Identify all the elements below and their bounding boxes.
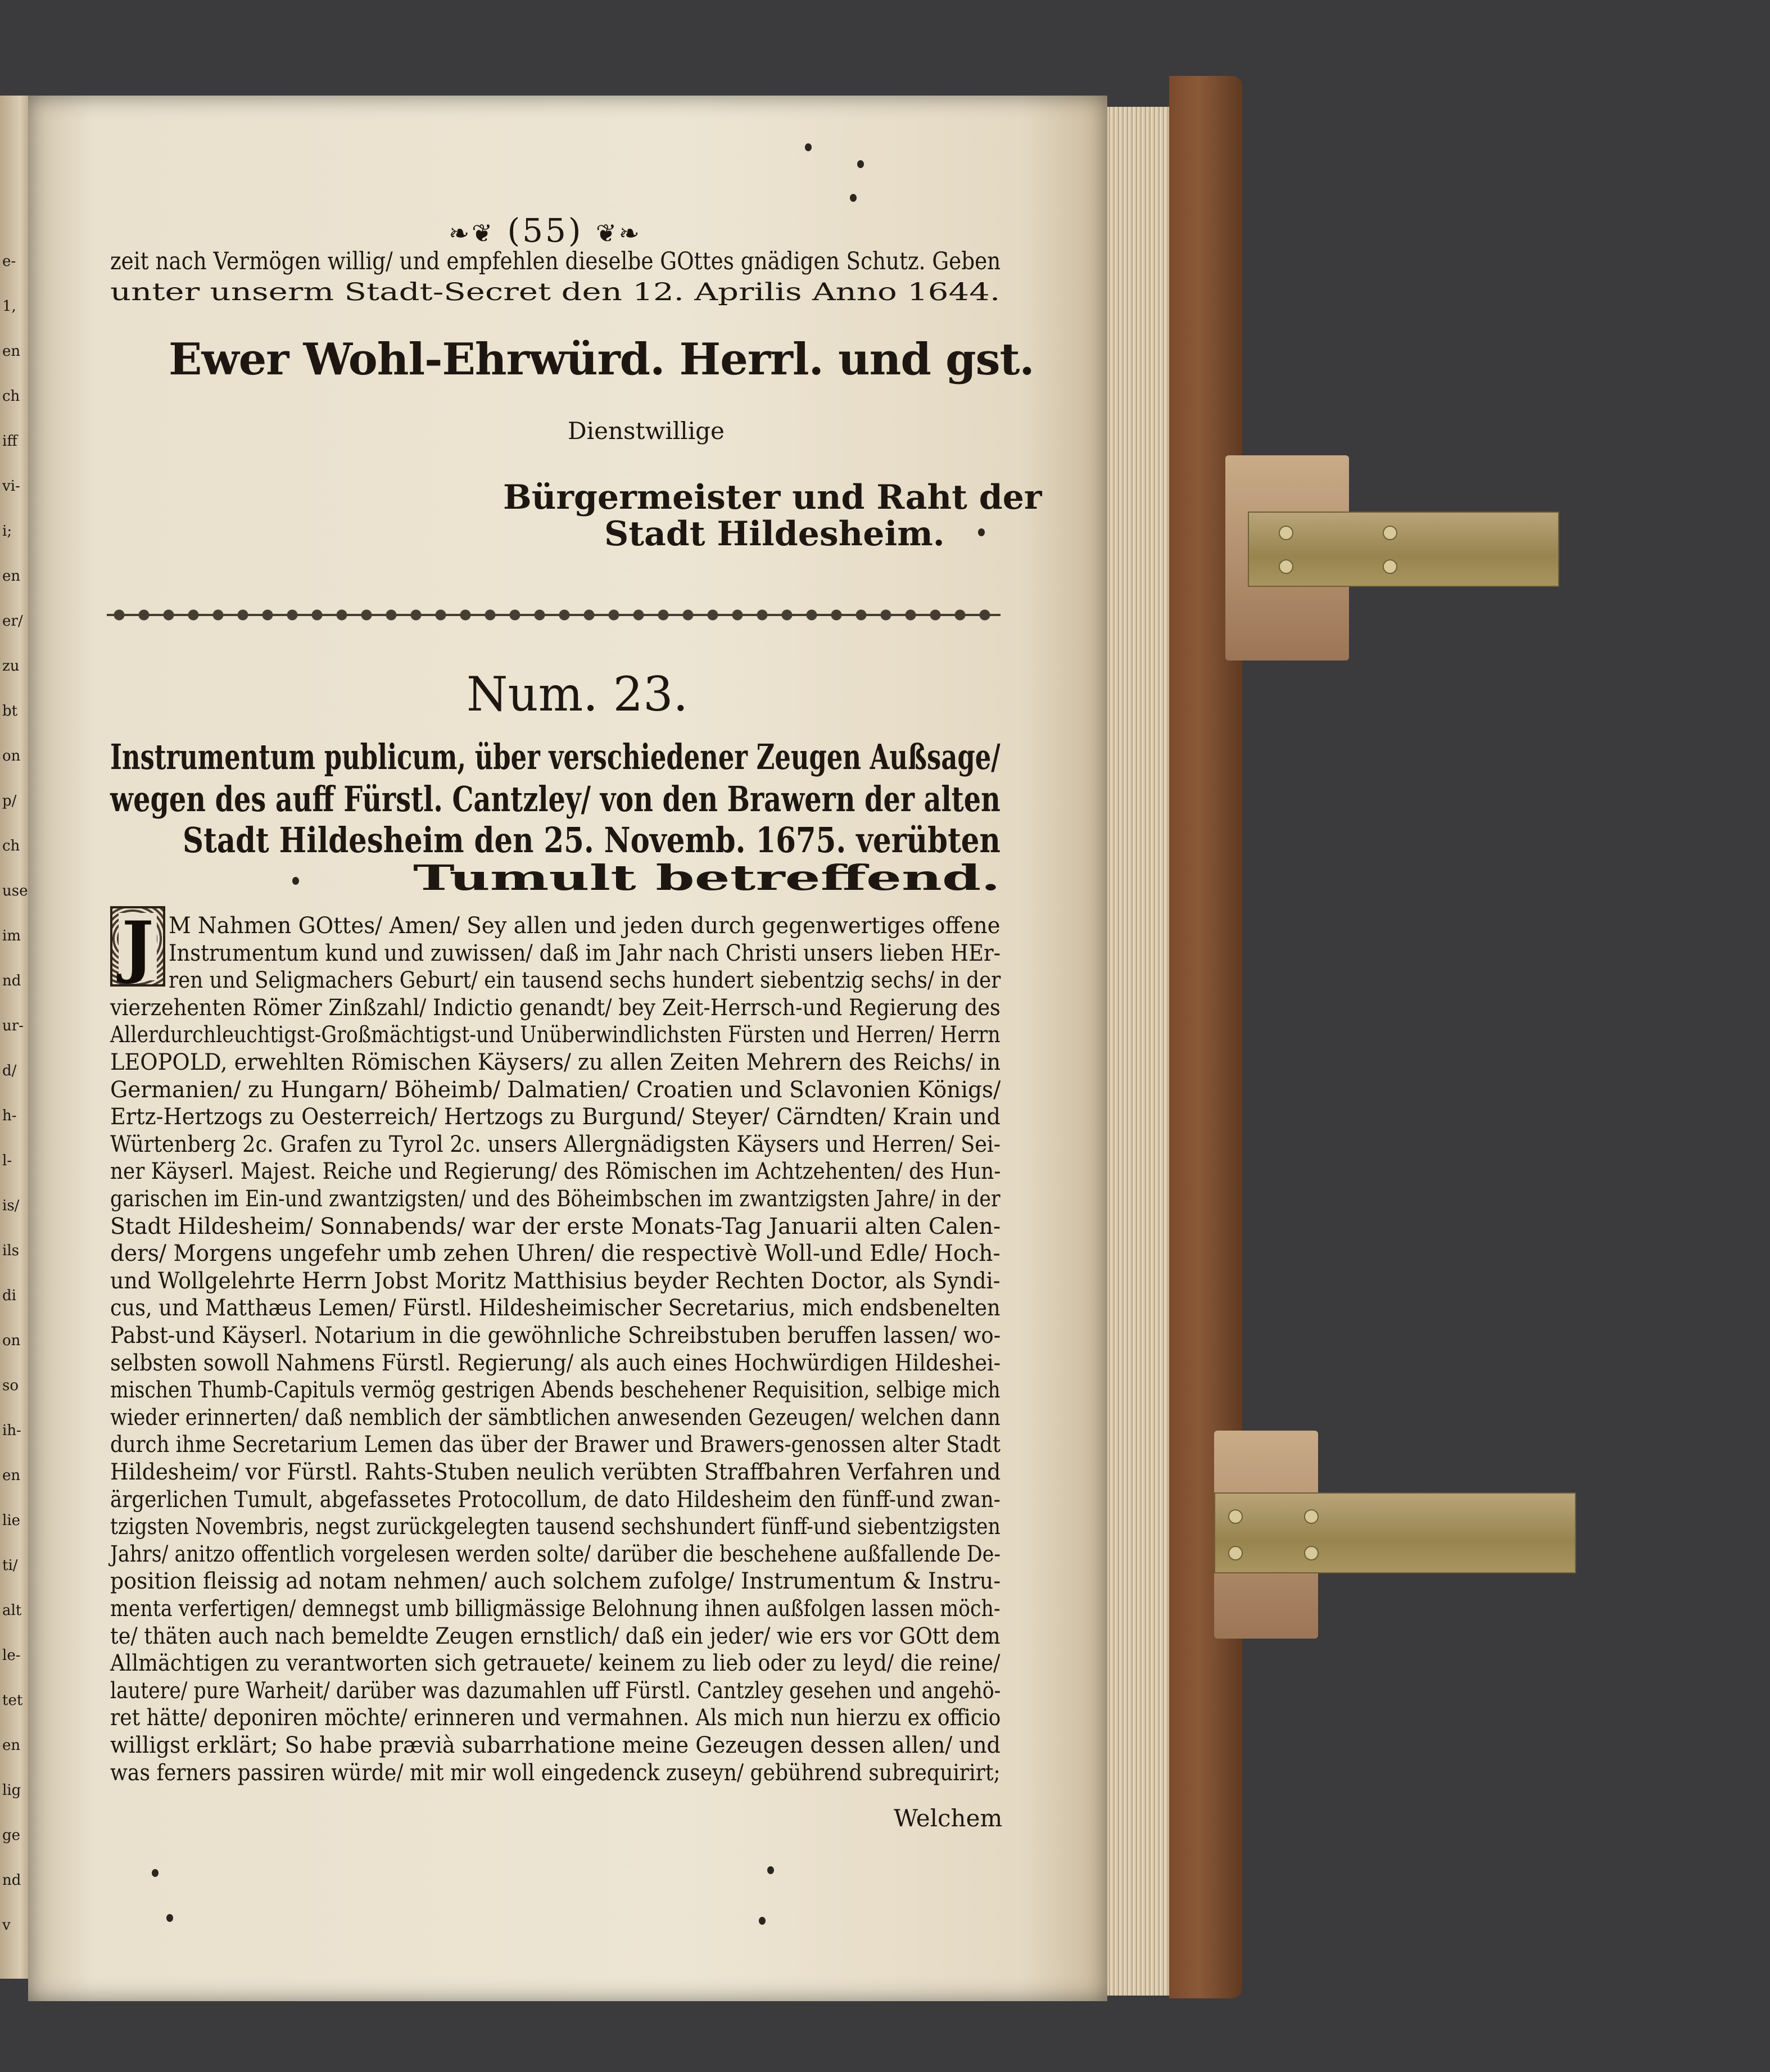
left-page-fragment: bt <box>2 703 18 720</box>
left-page-fragment: nd <box>2 972 21 989</box>
body-text-line: Würtenberg 2c. Grafen zu Tyrol 2c. unsers Allergnädigsten Käysers und Herren/ Sei- <box>110 1130 1001 1157</box>
text-line: zeit nach Vermögen willig/ und empfehlen dieselbe GOttes gnädigen Schutz. Geben <box>110 247 1001 275</box>
body-text-line: ret hätte/ deponiren möchte/ erinneren und vermahnen. Als mich nun hierzu ex officio <box>110 1704 1001 1731</box>
left-page-fragment: en <box>2 1737 21 1754</box>
body-text-line: selbsten sowoll Nahmens Fürstl. Regierung/ als auch eines Hochwürdigen Hildeshei- <box>110 1349 1001 1376</box>
worm-hole <box>759 1917 766 1925</box>
section-title-line: Instrumentum publicum, über verschiedener Zeugen Außsage/ <box>110 736 1001 777</box>
catchword: Welchem <box>894 1804 1003 1832</box>
left-page-fragment: use <box>2 883 28 899</box>
left-page-fragment: is/ <box>2 1197 20 1214</box>
worm-hole <box>767 1866 774 1874</box>
left-page-fragment: p/ <box>2 793 17 809</box>
body-text-line: ders/ Morgens ungefehr umb zehen Uhren/ die respectivè Woll-und Edle/ Hoch- <box>110 1239 1001 1267</box>
worm-hole <box>978 528 985 536</box>
closing-salutation: Ewer Wohl-Ehrwürd. Herrl. und gst. <box>169 334 1034 385</box>
left-page-fragment: iff <box>2 433 17 450</box>
worm-hole <box>850 194 857 202</box>
body-text-line: Jahrs/ anitzo offentlich vorgelesen werden solte/ darüber die beschehene außfallende De- <box>110 1540 1001 1567</box>
left-page-fragment: nd <box>2 1872 21 1889</box>
left-page-fragment: ch <box>2 838 20 854</box>
worm-hole <box>152 1869 159 1877</box>
left-page-fragment: ti/ <box>2 1557 18 1574</box>
body-text-line: cus, und Matthæus Lemen/ Fürstl. Hildesheimischer Secretarius, mich endsbenelten <box>110 1294 1001 1322</box>
body-text-line: position fleissig ad notam nehmen/ auch solchem zufolge/ Instrumentum & Instru- <box>110 1567 1001 1595</box>
left-page-fragment: on <box>2 748 21 764</box>
left-page-fragment: ils <box>2 1242 19 1259</box>
page-edges <box>1107 107 1169 1996</box>
body-text-line: willigst erklärt; So habe prævià subarrhatione meine Gezeugen dessen allen/ und <box>110 1731 1001 1758</box>
left-page-fragment: en <box>2 568 21 585</box>
left-page-fragment: lig <box>2 1782 21 1799</box>
body-text-line: vierzehenten Römer Zinßzahl/ Indictio genandt/ bey Zeit-Herrsch-und Regierung des <box>110 993 1001 1021</box>
left-page-fragment: on <box>2 1332 21 1349</box>
worm-hole <box>857 160 864 168</box>
section-title-line: Tumult betreffend. <box>413 857 1001 898</box>
body-text-line: Instrumentum kund und zuwissen/ daß im Jahr nach Christi unsers lieben HEr- <box>169 939 1001 966</box>
body-text-line: mischen Thumb-Capituls vermög gestrigen Abends beschehener Requisition, selbige mich <box>110 1376 1001 1404</box>
ornamental-divider <box>107 603 1001 627</box>
left-page-fragment: er/ <box>2 613 23 630</box>
body-text-line: ner Käyserl. Majest. Reiche und Regierung/ des Römischen im Achtzehenten/ des Hun- <box>110 1157 1001 1185</box>
body-text-line: ärgerlichen Tumult, abgefassetes Protocollum, de dato Hildesheim den fünff-und zwan- <box>110 1485 1001 1513</box>
body-text-line: tzigsten Novembris, negst zurückgelegten tausend sechshundert fünff-und siebentzigsten <box>110 1513 1001 1540</box>
left-page-fragment: ch <box>2 388 20 405</box>
body-text-line: Allerdurchleuchtigst-Großmächtigst-und Unüberwindlichsten Fürsten und Herren/ Herrn <box>110 1021 1001 1048</box>
left-page-fragment: so <box>2 1377 19 1394</box>
left-page-fragment: en <box>2 343 21 360</box>
left-page-fragment: h- <box>2 1107 17 1124</box>
worm-hole <box>805 143 812 151</box>
drop-cap: J <box>110 906 165 987</box>
body-text-line: LEOPOLD, erwehlten Römischen Käysers/ zu allen Zeiten Mehrern des Reichs/ in <box>110 1048 1001 1075</box>
left-page-fragment: im <box>2 928 21 944</box>
left-page-fragment: ih- <box>2 1422 21 1439</box>
body-text-line: durch ihme Secretarium Lemen das über der Brawer und Brawers-genossen alter Stadt <box>110 1431 1001 1458</box>
book-cover-board <box>1169 76 1242 1998</box>
left-page-fragment: vi- <box>2 478 20 495</box>
left-page-fragment: ge <box>2 1827 21 1844</box>
left-page-fragment: 1, <box>2 298 16 315</box>
body-text-line: M Nahmen GOttes/ Amen/ Sey allen und jeden durch gegenwertiges offene <box>169 912 1001 939</box>
left-page-fragment: lie <box>2 1512 21 1529</box>
body-text-line: Ertz-Hertzogs zu Oesterreich/ Hertzogs zu Burgund/ Steyer/ Cärndten/ Krain und <box>110 1103 1001 1130</box>
left-page-fragment: e- <box>2 253 16 270</box>
text-line: unter unserm Stadt-Secret den 12. Aprilis Anno 1644. <box>110 278 1001 306</box>
body-text-line: Allmächtigen zu verantworten sich getrauete/ keinem zu lieb oder zu leyd/ die reine/ <box>110 1649 1001 1677</box>
section-title-line: Stadt Hildesheim den 25. Novemb. 1675. verübten <box>183 820 1001 861</box>
signature-line: Stadt Hildesheim. <box>604 514 945 554</box>
left-page-fragment: ur- <box>2 1017 24 1034</box>
body-text-line: Stadt Hildesheim/ Sonnabends/ war der erste Monats-Tag Januarii alten Calen- <box>110 1212 1001 1239</box>
body-text-line: was ferners passiren würde/ mit mir woll eingedenck zuseyn/ gebührend subrequirirt; <box>110 1758 1001 1786</box>
left-page-fragment: l- <box>2 1152 12 1169</box>
section-title-line: wegen des auff Fürstl. Cantzley/ von den Brawern der alten <box>110 779 1001 820</box>
left-page-fragment: alt <box>2 1602 22 1619</box>
body-text-line: Hildesheim/ vor Fürstl. Rahts-Stuben neulich verübten Straffbahren Verfahren und <box>110 1458 1001 1485</box>
signature-intro: Dienstwillige <box>568 417 725 445</box>
left-page-fragment: v <box>2 1917 11 1934</box>
body-text-line: Germanien/ zu Hungarn/ Böheimb/ Dalmatien/ Croatien und Sclavonien Königs/ <box>110 1075 1001 1103</box>
section-number: Num. 23. <box>467 667 689 722</box>
body-text-line: wieder erinnerten/ daß nemblich der sämbtlichen anwesenden Gezeugen/ welchen dann <box>110 1403 1001 1431</box>
body-text-line: lautere/ pure Warheit/ darüber was dazumahlen uff Fürstl. Cantzley gesehen und angehö- <box>110 1676 1001 1704</box>
left-page-fragment: en <box>2 1467 21 1484</box>
body-text-line: garischen im Ein-und zwantzigsten/ und des Böheimbschen im zwantzigsten Jahre/ in der <box>110 1185 1001 1212</box>
body-text-line: te/ thäten auch nach bemeldte Zeugen ernstlich/ daß ein jeder/ wie ers vor GOtt dem <box>110 1622 1001 1649</box>
left-page-fragment: zu <box>2 658 20 675</box>
body-text-line: menta verfertigen/ demnegst umb billigmässige Belohnung ihnen außfolgen lassen möch- <box>110 1595 1001 1622</box>
left-page-fragment: di <box>2 1287 16 1304</box>
body-text-line: Pabst-und Käyserl. Notarium in die gewöhnliche Schreibstuben beruffen lassen/ wo- <box>110 1322 1001 1349</box>
page-number: ❧❦ (55) ❦❧ <box>449 211 642 250</box>
left-page-fragment: i; <box>2 523 12 540</box>
body-text-line: ren und Seligmachers Geburt/ ein tausend sechs hundert siebentzig sechs/ in der <box>169 966 1001 994</box>
body-text-line: und Wollgelehrte Herrn Jobst Moritz Matthisius beyder Rechten Doctor, als Syndi- <box>110 1266 1001 1294</box>
left-page-fragment: le- <box>2 1647 21 1664</box>
left-page-fragment: d/ <box>2 1062 17 1079</box>
left-page-fragment: tet <box>2 1692 23 1709</box>
worm-hole <box>292 877 299 885</box>
worm-hole <box>166 1914 173 1922</box>
signature-line: Bürgermeister und Raht der <box>503 478 1042 517</box>
